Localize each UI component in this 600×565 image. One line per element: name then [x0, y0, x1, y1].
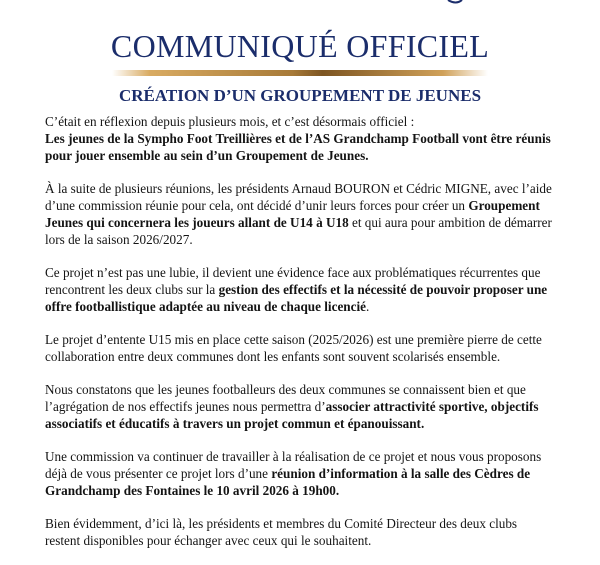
paragraph-text: Nous constatons que les jeunes footballeurs des deux communes se connaissent bien et que l’agrégation de nos effectifs jeunes nous permettra d’	[45, 382, 526, 414]
paragraph-intro	[45, 113, 555, 164]
header-decoration	[0, 0, 600, 6]
page-subtitle: CRÉATION D’UN GROUPEMENT DE JEUNES	[118, 86, 482, 105]
paragraph-text: Ce projet n’est pas une lubie, il devient une évidence face aux problématiques récurrentes que rencontrent les deux clubs sur la	[45, 265, 541, 297]
paragraph-emphasis: Groupement Jeunes qui concernera les joueurs allant de U14 à U18	[45, 198, 540, 230]
paragraph-text: Le projet d’entente U15 mis en place cette saison (2025/2026) est une première pierre de cette collaboration entre deux communes dont les enfants sont souvent scolarisés ensemble.	[45, 332, 542, 364]
paragraph-presidents	[45, 180, 555, 248]
paragraph-u15	[45, 331, 555, 365]
paragraph-text: C’était en réflexion depuis plusieurs mois, et c’est désormais officiel :	[45, 114, 415, 129]
paragraph-emphasis: gestion des effectifs et la nécessité de pouvoir proposer une offre footballistique adaptée au niveau de chaque licencié	[45, 282, 548, 314]
paragraph-text: .	[366, 299, 370, 314]
paragraph-text: Bien évidemment, d’ici là, les présidents et membres du Comité Directeur des deux clubs restent disponibles pour échanger avec ceux qui le souhaitent.	[45, 516, 518, 548]
communique-body	[45, 113, 555, 565]
gold-divider	[112, 70, 488, 76]
paragraph-emphasis: associer attractivité sportive, objectifs associatifs et éducatifs à travers un projet commun et épanouissant.	[45, 399, 539, 431]
paragraph-contact	[45, 515, 555, 549]
paragraph-meeting	[45, 448, 555, 499]
paragraph-text: et qui aura pour ambition de démarrer lors de la saison 2026/2027.	[45, 215, 552, 247]
paragraph-text: À la suite de plusieurs réunions, les présidents Arnaud BOURON et Cédric MIGNE, avec l’aide d’une commission réunie pour cela, ont décidé d’unir leurs forces pour créer un	[45, 181, 552, 213]
paragraph-text: Une commission va continuer de travailler à la réalisation de ce projet et nous vous proposons déjà de vous présenter ce projet lors d’une	[45, 449, 542, 481]
paragraph-emphasis: Les jeunes de la Sympho Foot Treillières et de l’AS Grandchamp Football vont être réunis pour jouer ensemble au sein d’un Groupement de Jeunes.	[45, 131, 551, 163]
page-title: COMMUNIQUÉ OFFICIEL	[110, 28, 490, 64]
paragraph-emphasis: réunion d’information à la salle des Cèdres de Grandchamp des Fontaines le 10 avril 2026 à 19h00.	[45, 466, 531, 498]
paragraph-reasons	[45, 264, 555, 315]
paragraph-goals	[45, 381, 555, 432]
